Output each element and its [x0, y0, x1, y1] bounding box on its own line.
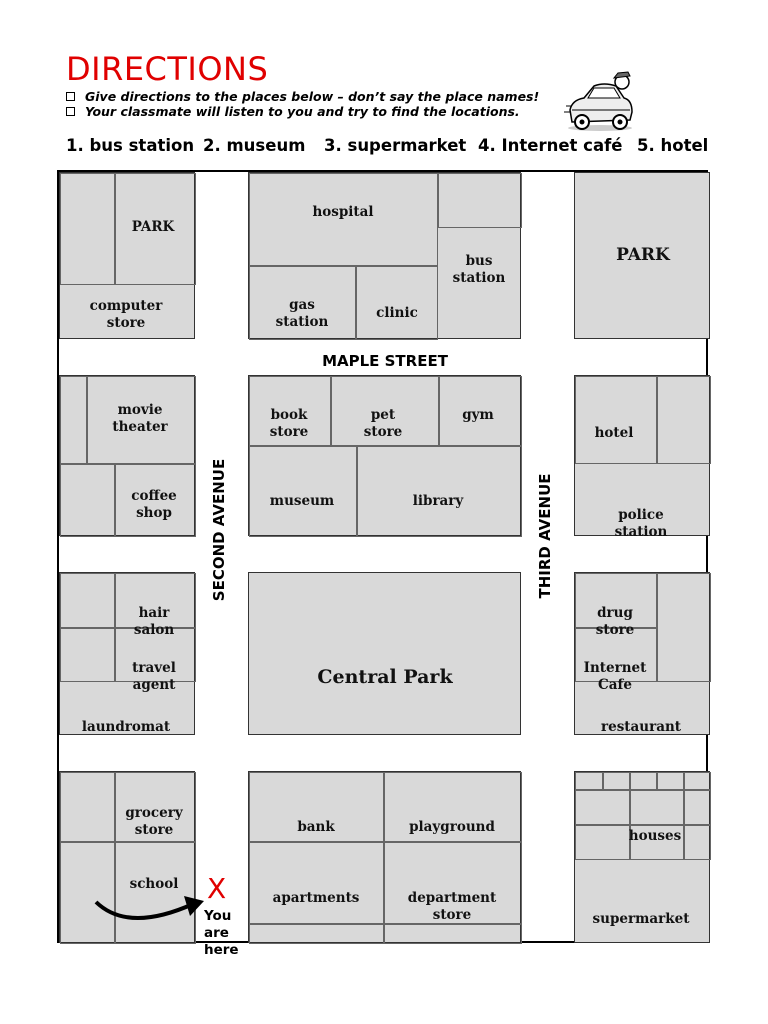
block-central-park: [248, 572, 521, 735]
place-park-left: PARK: [131, 219, 175, 235]
place-supermarket: supermarket: [592, 911, 690, 927]
block-row2-right: [574, 375, 710, 540]
instruction-line-2: [66, 104, 520, 119]
place-coffee-shop: coffee shop: [131, 488, 177, 521]
place-central-park: Central Park: [317, 666, 453, 688]
instruction-line-1: [66, 89, 539, 104]
checkbox-bullet-icon: [66, 107, 75, 116]
place-apartments: apartments: [272, 890, 360, 906]
you-are-here-label: You are here: [204, 908, 239, 958]
place-museum: museum: [269, 493, 335, 509]
target-locations-list: [66, 136, 726, 158]
page-title: DIRECTIONS: [66, 50, 269, 88]
place-bank: bank: [297, 819, 335, 835]
place-school: school: [129, 876, 179, 892]
place-bus-station: bus station: [452, 253, 506, 286]
target-item: 1. bus station: [66, 136, 195, 155]
place-book-store: book store: [269, 407, 309, 440]
car-cartoon-icon: [564, 70, 636, 134]
place-laundromat: laundromat: [81, 719, 171, 735]
place-computer-store: computer store: [89, 298, 163, 331]
place-police-station: police station: [614, 507, 668, 540]
target-item: 3. supermarket: [324, 136, 467, 155]
instruction-text-1: Give directions to the places below – don’t say the place names!: [85, 89, 540, 104]
block-top-left: [59, 172, 195, 339]
place-library: library: [412, 493, 464, 509]
place-drug-store: drug store: [595, 605, 635, 638]
place-hotel: hotel: [594, 425, 634, 441]
checkbox-bullet-icon: [66, 92, 75, 101]
instruction-text-2: Your classmate will listen to you and try to find the locations.: [85, 104, 520, 119]
place-gym: gym: [462, 407, 494, 423]
block-top-right: [574, 172, 710, 339]
block-row2-middle: [248, 375, 521, 536]
second-avenue-label: SECOND AVENUE: [210, 458, 228, 602]
place-hair-salon: hair salon: [133, 605, 175, 638]
target-item: 5. hotel: [637, 136, 709, 155]
curved-arrow-icon: [88, 888, 208, 933]
maple-street-label: MAPLE STREET: [322, 352, 448, 370]
third-avenue-label: THIRD AVENUE: [536, 473, 554, 599]
place-restaurant: restaurant: [600, 719, 682, 735]
place-department-store: department store: [407, 890, 497, 923]
place-pet-store: pet store: [363, 407, 403, 440]
you-are-here-marker: X: [207, 872, 227, 905]
place-hospital: hospital: [312, 204, 374, 220]
place-movie-theater: movie theater: [112, 402, 168, 435]
place-houses: houses: [628, 828, 682, 844]
place-playground: playground: [409, 819, 495, 835]
block-bottom-right: [574, 771, 710, 943]
place-clinic: clinic: [376, 305, 418, 321]
target-item: 2. museum: [203, 136, 306, 155]
place-travel-agent: travel agent: [132, 660, 176, 693]
block-bottom-middle: [248, 771, 521, 943]
town-map: [57, 170, 708, 943]
place-grocery-store: grocery store: [125, 805, 183, 838]
place-internet-cafe: Internet Cafe: [583, 660, 647, 693]
block-row2-left: [59, 375, 195, 536]
block-top-middle: [248, 172, 521, 339]
block-row3-right: [574, 572, 710, 735]
target-item: 4. Internet café: [478, 136, 623, 155]
place-gas-station: gas station: [275, 297, 329, 330]
place-park-right: PARK: [616, 245, 670, 265]
block-row3-left: [59, 572, 195, 735]
